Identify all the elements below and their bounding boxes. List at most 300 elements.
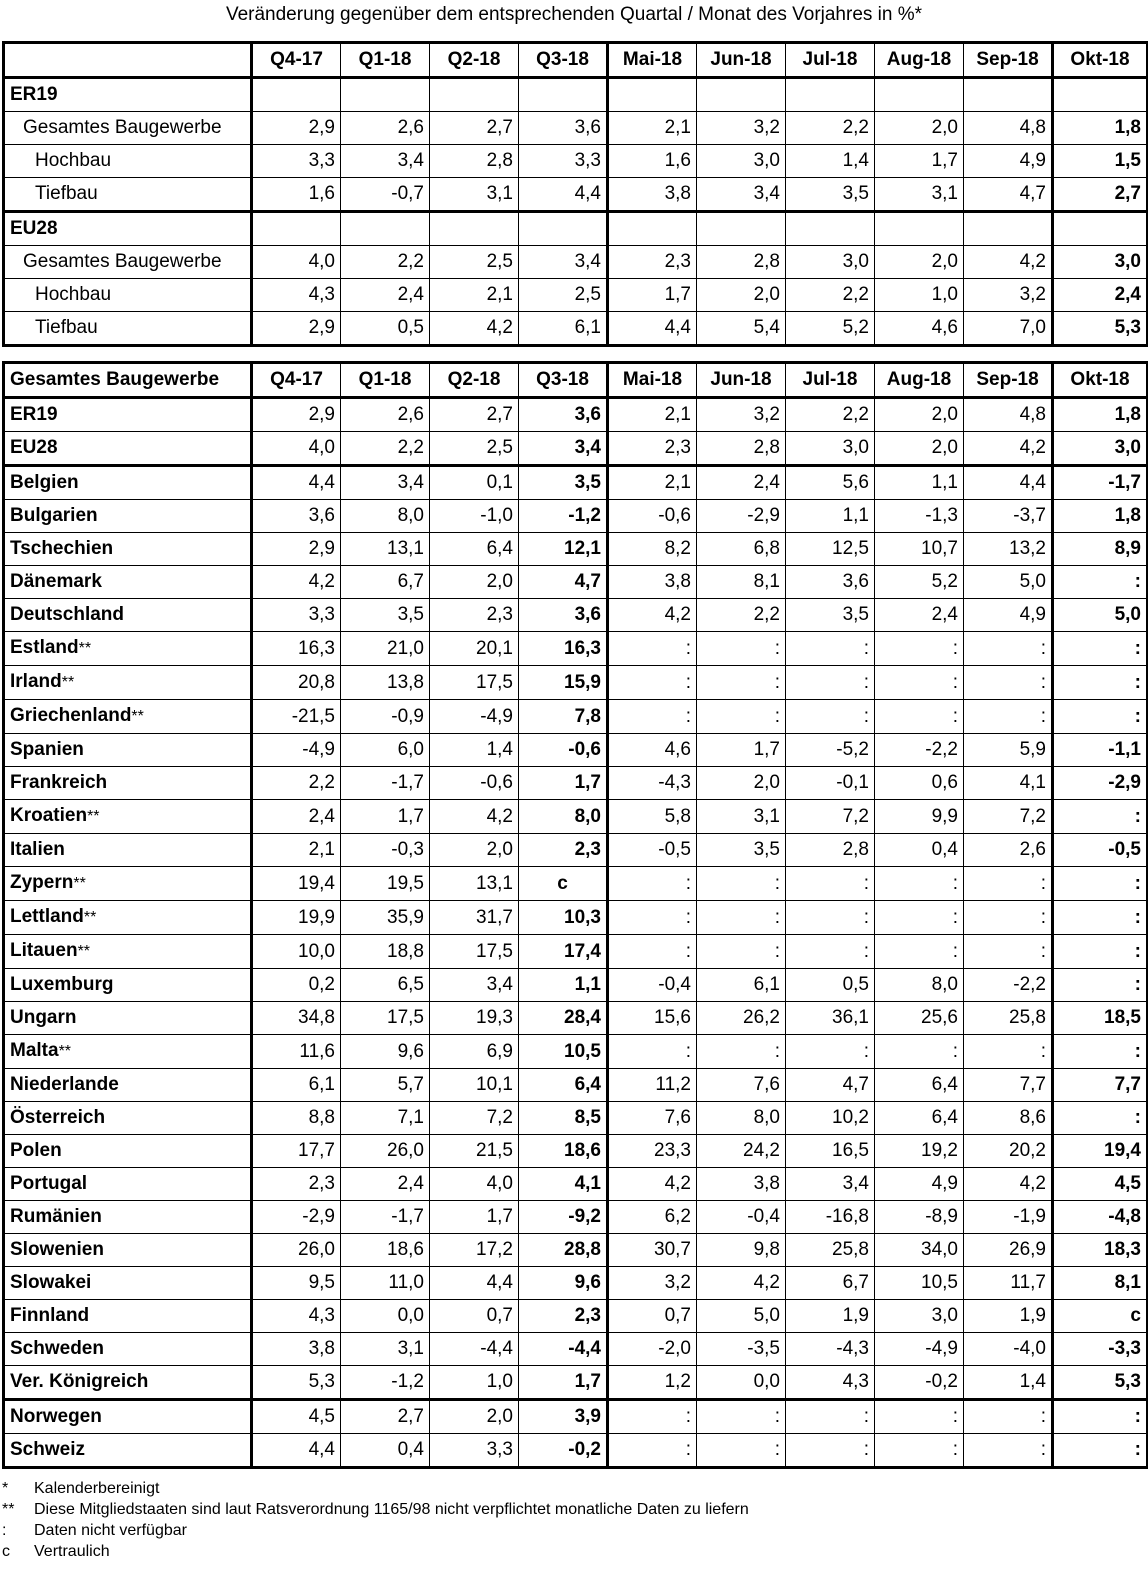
- value-cell: -0,2: [519, 1434, 608, 1468]
- value-cell: -2,9: [252, 1201, 341, 1234]
- footnote-marker: **: [61, 674, 75, 691]
- value-cell: :: [964, 700, 1053, 734]
- value-cell: 2,4: [875, 599, 964, 632]
- value-cell: 5,3: [252, 1366, 341, 1400]
- row-label: [4, 969, 252, 1002]
- value-cell: 2,8: [786, 834, 875, 867]
- value-cell: 4,4: [430, 1267, 519, 1300]
- empty-cell: [786, 78, 875, 112]
- value-cell: 4,7: [519, 566, 608, 599]
- footnote-line: [2, 1541, 749, 1562]
- country-name: Frankreich: [10, 772, 108, 793]
- value-cell: -0,5: [608, 834, 697, 867]
- value-cell: 4,0: [252, 432, 341, 466]
- footnote-key: **: [2, 1501, 15, 1518]
- value-cell: :: [786, 700, 875, 734]
- value-cell: 1,7: [519, 767, 608, 800]
- row-label: [4, 901, 252, 935]
- value-cell: -2,9: [1053, 767, 1148, 800]
- country-name: Deutschland: [10, 604, 125, 625]
- value-cell: :: [1053, 700, 1148, 734]
- value-cell: 3,2: [697, 398, 786, 432]
- table-row: [4, 312, 1148, 346]
- value-cell: :: [786, 1434, 875, 1468]
- value-cell: 15,6: [608, 1002, 697, 1035]
- value-cell: 2,7: [1053, 178, 1148, 212]
- value-cell: 4,2: [964, 1168, 1053, 1201]
- row-label: [4, 500, 252, 533]
- value-cell: 0,4: [875, 834, 964, 867]
- value-cell: :: [964, 935, 1053, 969]
- value-cell: -0,3: [341, 834, 430, 867]
- row-label: [4, 466, 252, 500]
- value-cell: 3,0: [786, 432, 875, 466]
- value-cell: 8,0: [875, 969, 964, 1002]
- value-cell: 4,2: [964, 246, 1053, 279]
- value-cell: 8,0: [519, 800, 608, 834]
- table-countries-construction: [2, 361, 1148, 1469]
- value-cell: 0,5: [341, 312, 430, 346]
- column-header: Okt-18: [1053, 363, 1148, 398]
- row-label: [4, 1366, 252, 1400]
- value-cell: c: [1053, 1300, 1148, 1333]
- efta-row: [4, 1400, 1148, 1434]
- value-cell: 2,4: [1053, 279, 1148, 312]
- value-cell: 9,5: [252, 1267, 341, 1300]
- value-cell: 17,5: [341, 1002, 430, 1035]
- value-cell: 2,6: [964, 834, 1053, 867]
- value-cell: 7,6: [697, 1069, 786, 1102]
- value-cell: c: [519, 867, 608, 901]
- row-label: Norwegen: [4, 1400, 252, 1434]
- value-cell: 28,8: [519, 1234, 608, 1267]
- value-cell: 6,4: [875, 1069, 964, 1102]
- group-header-row: [4, 78, 1148, 112]
- value-cell: -4,3: [608, 767, 697, 800]
- row-label: [4, 666, 252, 700]
- value-cell: 8,2: [608, 533, 697, 566]
- column-header: Jun-18: [697, 363, 786, 398]
- value-cell: 2,4: [341, 279, 430, 312]
- value-cell: 3,6: [519, 112, 608, 145]
- country-name: Irland: [10, 671, 62, 692]
- footnote-marker: **: [131, 708, 144, 725]
- row-label: [4, 1300, 252, 1333]
- value-cell: 5,3: [1053, 312, 1148, 346]
- value-cell: 1,1: [875, 466, 964, 500]
- row-label: [4, 1267, 252, 1300]
- value-cell: 2,7: [430, 112, 519, 145]
- row-label: Hochbau: [4, 145, 252, 178]
- country-name: Tschechien: [10, 538, 114, 559]
- value-cell: 3,5: [786, 599, 875, 632]
- value-cell: 3,1: [697, 800, 786, 834]
- column-header: Q3-18: [519, 43, 608, 78]
- empty-cell: [875, 212, 964, 246]
- value-cell: 1,4: [786, 145, 875, 178]
- value-cell: 4,9: [964, 145, 1053, 178]
- country-row: [4, 1300, 1148, 1333]
- value-cell: -0,6: [519, 734, 608, 767]
- value-cell: 2,0: [875, 112, 964, 145]
- value-cell: 1,8: [1053, 112, 1148, 145]
- value-cell: 2,7: [430, 398, 519, 432]
- value-cell: :: [1053, 867, 1148, 901]
- value-cell: 7,0: [964, 312, 1053, 346]
- empty-cell: [608, 78, 697, 112]
- value-cell: :: [697, 901, 786, 935]
- row-label: [4, 1135, 252, 1168]
- value-cell: -0,4: [697, 1201, 786, 1234]
- value-cell: 1,4: [430, 734, 519, 767]
- value-cell: :: [1053, 969, 1148, 1002]
- value-cell: -4,4: [430, 1333, 519, 1366]
- value-cell: 7,2: [430, 1102, 519, 1135]
- value-cell: :: [697, 1035, 786, 1069]
- country-row: [4, 566, 1148, 599]
- row-label: [4, 566, 252, 599]
- value-cell: 1,8: [1053, 398, 1148, 432]
- value-cell: 1,7: [608, 279, 697, 312]
- empty-cell: [697, 78, 786, 112]
- value-cell: 2,9: [252, 112, 341, 145]
- row-label: [4, 1201, 252, 1234]
- value-cell: 4,0: [252, 246, 341, 279]
- empty-cell: [1053, 212, 1148, 246]
- value-cell: 17,2: [430, 1234, 519, 1267]
- value-cell: :: [608, 901, 697, 935]
- value-cell: 2,0: [697, 279, 786, 312]
- value-cell: 8,1: [1053, 1267, 1148, 1300]
- country-name: Österreich: [10, 1107, 106, 1128]
- value-cell: -1,7: [1053, 466, 1148, 500]
- value-cell: 0,2: [252, 969, 341, 1002]
- value-cell: 2,0: [875, 398, 964, 432]
- empty-cell: [964, 212, 1053, 246]
- value-cell: :: [875, 700, 964, 734]
- value-cell: 6,4: [519, 1069, 608, 1102]
- column-header: Jul-18: [786, 363, 875, 398]
- column-header: Sep-18: [964, 363, 1053, 398]
- value-cell: 4,1: [519, 1168, 608, 1201]
- value-cell: :: [1053, 566, 1148, 599]
- value-cell: :: [964, 901, 1053, 935]
- value-cell: 25,6: [875, 1002, 964, 1035]
- value-cell: 36,1: [786, 1002, 875, 1035]
- country-name: Lettland: [10, 906, 84, 927]
- value-cell: 4,2: [252, 566, 341, 599]
- row-label: [4, 1168, 252, 1201]
- value-cell: 2,1: [252, 834, 341, 867]
- value-cell: 2,3: [519, 1300, 608, 1333]
- value-cell: 8,0: [341, 500, 430, 533]
- value-cell: 23,3: [608, 1135, 697, 1168]
- row-label: [4, 767, 252, 800]
- value-cell: -4,8: [1053, 1201, 1148, 1234]
- value-cell: -4,0: [964, 1333, 1053, 1366]
- group-label: ER19: [4, 78, 252, 112]
- value-cell: 7,7: [1053, 1069, 1148, 1102]
- value-cell: :: [1053, 1400, 1148, 1434]
- country-name: Ver. Königreich: [10, 1371, 149, 1392]
- value-cell: 2,4: [341, 1168, 430, 1201]
- footnote-marker: **: [77, 943, 91, 960]
- value-cell: 6,8: [697, 533, 786, 566]
- value-cell: 4,2: [964, 432, 1053, 466]
- value-cell: 2,0: [697, 767, 786, 800]
- value-cell: 3,3: [430, 1434, 519, 1468]
- value-cell: 4,3: [252, 1300, 341, 1333]
- empty-cell: [341, 212, 430, 246]
- column-header: Aug-18: [875, 363, 964, 398]
- value-cell: -1,7: [341, 1201, 430, 1234]
- column-header: Jun-18: [697, 43, 786, 78]
- value-cell: -1,2: [341, 1366, 430, 1400]
- value-cell: 2,5: [430, 246, 519, 279]
- value-cell: 4,9: [964, 599, 1053, 632]
- value-cell: 3,3: [252, 599, 341, 632]
- value-cell: 1,0: [875, 279, 964, 312]
- value-cell: 4,4: [519, 178, 608, 212]
- value-cell: -3,5: [697, 1333, 786, 1366]
- value-cell: 4,2: [608, 599, 697, 632]
- value-cell: 13,8: [341, 666, 430, 700]
- value-cell: 3,9: [519, 1400, 608, 1434]
- value-cell: 6,5: [341, 969, 430, 1002]
- country-row: [4, 901, 1148, 935]
- value-cell: 2,4: [697, 466, 786, 500]
- value-cell: 10,7: [875, 533, 964, 566]
- value-cell: -3,7: [964, 500, 1053, 533]
- country-name: Polen: [10, 1140, 62, 1161]
- value-cell: :: [964, 867, 1053, 901]
- value-cell: -0,9: [341, 700, 430, 734]
- column-header: Okt-18: [1053, 43, 1148, 78]
- value-cell: -1,7: [341, 767, 430, 800]
- value-cell: :: [786, 867, 875, 901]
- value-cell: 3,6: [519, 599, 608, 632]
- value-cell: 3,6: [786, 566, 875, 599]
- value-cell: :: [1053, 666, 1148, 700]
- value-cell: 2,2: [786, 112, 875, 145]
- value-cell: 17,4: [519, 935, 608, 969]
- country-row: [4, 1333, 1148, 1366]
- value-cell: 3,0: [786, 246, 875, 279]
- value-cell: 1,7: [875, 145, 964, 178]
- footnote-key: c: [2, 1543, 10, 1560]
- column-header: Jul-18: [786, 43, 875, 78]
- value-cell: 26,2: [697, 1002, 786, 1035]
- country-name: Schweden: [10, 1338, 104, 1359]
- value-cell: 1,8: [1053, 500, 1148, 533]
- country-row: [4, 1035, 1148, 1069]
- value-cell: 6,2: [608, 1201, 697, 1234]
- value-cell: 3,6: [252, 500, 341, 533]
- value-cell: 5,0: [964, 566, 1053, 599]
- value-cell: :: [1053, 901, 1148, 935]
- value-cell: 3,8: [608, 178, 697, 212]
- value-cell: 4,2: [430, 312, 519, 346]
- value-cell: -1,3: [875, 500, 964, 533]
- value-cell: 8,1: [697, 566, 786, 599]
- country-row: [4, 1069, 1148, 1102]
- value-cell: -3,3: [1053, 1333, 1148, 1366]
- value-cell: 3,0: [1053, 432, 1148, 466]
- value-cell: :: [697, 666, 786, 700]
- value-cell: 1,5: [1053, 145, 1148, 178]
- value-cell: 4,3: [252, 279, 341, 312]
- country-name: Zypern: [10, 872, 74, 893]
- value-cell: 9,8: [697, 1234, 786, 1267]
- value-cell: -1,0: [430, 500, 519, 533]
- row-label: [4, 867, 252, 901]
- row-label: [4, 734, 252, 767]
- value-cell: 5,2: [875, 566, 964, 599]
- value-cell: 8,9: [1053, 533, 1148, 566]
- value-cell: 2,9: [252, 533, 341, 566]
- column-header: Q2-18: [430, 363, 519, 398]
- value-cell: -4,9: [875, 1333, 964, 1366]
- value-cell: -0,5: [1053, 834, 1148, 867]
- footnote-marker: **: [78, 640, 92, 657]
- row-label: ER19: [4, 398, 252, 432]
- value-cell: 6,4: [430, 533, 519, 566]
- country-name: Bulgarien: [10, 505, 98, 526]
- value-cell: 7,2: [964, 800, 1053, 834]
- value-cell: 1,1: [519, 969, 608, 1002]
- empty-cell: [608, 212, 697, 246]
- value-cell: 2,3: [608, 432, 697, 466]
- value-cell: 16,5: [786, 1135, 875, 1168]
- group-label: EU28: [4, 212, 252, 246]
- value-cell: 8,0: [697, 1102, 786, 1135]
- row-label: EU28: [4, 432, 252, 466]
- country-row: [4, 500, 1148, 533]
- value-cell: 1,7: [519, 1366, 608, 1400]
- value-cell: 3,4: [341, 145, 430, 178]
- value-cell: :: [1053, 1102, 1148, 1135]
- value-cell: :: [1053, 935, 1148, 969]
- value-cell: 2,7: [341, 1400, 430, 1434]
- value-cell: 25,8: [964, 1002, 1053, 1035]
- row-label: [4, 935, 252, 969]
- value-cell: 18,6: [519, 1135, 608, 1168]
- value-cell: -21,5: [252, 700, 341, 734]
- value-cell: :: [608, 632, 697, 666]
- value-cell: 3,8: [608, 566, 697, 599]
- header-corner-cell: [4, 43, 252, 78]
- value-cell: :: [875, 901, 964, 935]
- footnote-line: [2, 1478, 749, 1499]
- empty-cell: [964, 78, 1053, 112]
- value-cell: 5,9: [964, 734, 1053, 767]
- value-cell: 4,2: [608, 1168, 697, 1201]
- value-cell: 26,0: [341, 1135, 430, 1168]
- value-cell: -8,9: [875, 1201, 964, 1234]
- value-cell: 13,1: [430, 867, 519, 901]
- value-cell: 3,3: [519, 145, 608, 178]
- value-cell: 3,4: [519, 432, 608, 466]
- value-cell: 4,0: [430, 1168, 519, 1201]
- value-cell: 4,2: [697, 1267, 786, 1300]
- value-cell: 3,4: [519, 246, 608, 279]
- table-header-row: [4, 43, 1148, 78]
- value-cell: 1,6: [608, 145, 697, 178]
- value-cell: 19,5: [341, 867, 430, 901]
- value-cell: -5,2: [786, 734, 875, 767]
- value-cell: :: [875, 1035, 964, 1069]
- column-header: Q4-17: [252, 363, 341, 398]
- header-label: Gesamtes Baugewerbe: [4, 363, 252, 398]
- footnote-key: :: [2, 1522, 7, 1539]
- value-cell: 2,2: [341, 432, 430, 466]
- value-cell: -4,9: [252, 734, 341, 767]
- value-cell: 16,3: [519, 632, 608, 666]
- country-name: Finnland: [10, 1305, 90, 1326]
- country-row: [4, 533, 1148, 566]
- value-cell: 1,7: [341, 800, 430, 834]
- value-cell: 20,2: [964, 1135, 1053, 1168]
- row-label: [4, 533, 252, 566]
- value-cell: :: [875, 1400, 964, 1434]
- value-cell: 7,7: [964, 1069, 1053, 1102]
- column-header: Q1-18: [341, 363, 430, 398]
- value-cell: 1,7: [430, 1201, 519, 1234]
- value-cell: 2,6: [341, 112, 430, 145]
- value-cell: 2,3: [430, 599, 519, 632]
- value-cell: 26,0: [252, 1234, 341, 1267]
- value-cell: 2,4: [252, 800, 341, 834]
- country-row: [4, 767, 1148, 800]
- value-cell: 3,3: [252, 145, 341, 178]
- value-cell: 11,2: [608, 1069, 697, 1102]
- country-row: [4, 1168, 1148, 1201]
- footnote-line: [2, 1520, 749, 1541]
- value-cell: 5,4: [697, 312, 786, 346]
- aggregate-row: [4, 432, 1148, 466]
- country-name: Ungarn: [10, 1007, 77, 1028]
- country-name: Dänemark: [10, 571, 102, 592]
- country-name: Slowenien: [10, 1239, 104, 1260]
- country-name: Spanien: [10, 739, 84, 760]
- value-cell: 17,5: [430, 935, 519, 969]
- value-cell: 4,2: [430, 800, 519, 834]
- value-cell: :: [875, 666, 964, 700]
- country-row: [4, 1135, 1148, 1168]
- value-cell: :: [964, 1434, 1053, 1468]
- footnote-line: [2, 1499, 749, 1520]
- footnotes: [2, 1478, 749, 1562]
- value-cell: 2,0: [430, 566, 519, 599]
- value-cell: 18,5: [1053, 1002, 1148, 1035]
- value-cell: 9,6: [341, 1035, 430, 1069]
- value-cell: 3,4: [786, 1168, 875, 1201]
- value-cell: -1,1: [1053, 734, 1148, 767]
- row-label: [4, 1102, 252, 1135]
- value-cell: 2,2: [341, 246, 430, 279]
- value-cell: 17,5: [430, 666, 519, 700]
- value-cell: :: [786, 1400, 875, 1434]
- value-cell: 2,0: [875, 432, 964, 466]
- value-cell: :: [1053, 1035, 1148, 1069]
- value-cell: 3,2: [608, 1267, 697, 1300]
- value-cell: 4,4: [252, 466, 341, 500]
- value-cell: -1,9: [964, 1201, 1053, 1234]
- value-cell: -0,6: [608, 500, 697, 533]
- value-cell: :: [608, 700, 697, 734]
- country-row: [4, 969, 1148, 1002]
- value-cell: 15,9: [519, 666, 608, 700]
